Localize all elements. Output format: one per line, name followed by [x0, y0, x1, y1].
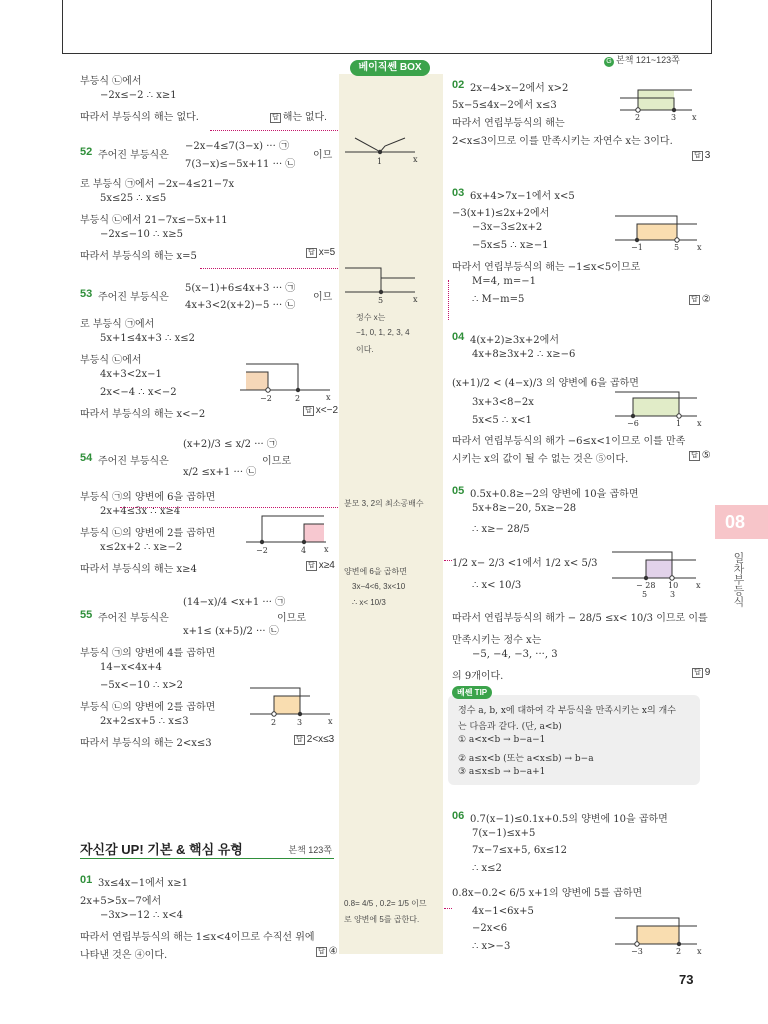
solution-line: −3x>−12 ∴ x<4: [100, 910, 183, 921]
svg-text:5: 5: [674, 243, 680, 252]
solution-line: 0.7(x−1)≤0.1x+0.5의 양변에 10을 곱하면: [470, 814, 668, 825]
number-line-02: [620, 84, 700, 122]
solution-line: 따라서 연립부등식의 해는 1≤x<4이므로 수직선 위에: [80, 932, 315, 943]
svg-text:2: 2: [676, 947, 682, 956]
solution-line: 따라서 부등식의 해는 x≥4: [80, 564, 197, 575]
solution-line: −5x≤5 ∴ x≥−1: [472, 240, 549, 251]
problem-number: 06: [452, 810, 465, 822]
solution-line: 7x−7≤x+5, 6x≤12: [472, 845, 567, 856]
connector-line: [200, 268, 338, 269]
solution-line: 따라서 부등식의 해는 2<x≤3: [80, 738, 212, 749]
page-frame-right: [711, 0, 712, 53]
tip-line: ① a<x<b → b−a−1: [458, 735, 546, 745]
margin-note: 정수 x는: [356, 313, 386, 322]
solution-line: 4x+8≥3x+2 ∴ x≥−6: [472, 349, 576, 360]
margin-note: 3x−4<6, 3x<10: [352, 582, 406, 591]
solution-line: 5x−5≤4x−2에서 x≤3: [452, 100, 557, 111]
answer-mark-icon: 답: [318, 948, 325, 955]
answer-text: ④: [328, 946, 338, 957]
answer: [306, 247, 335, 258]
type-section-title: 자신감 UP! 기본 & 핵심 유형: [80, 842, 243, 857]
answer-text: ⑤: [701, 450, 711, 461]
tip-line: 는 다음과 같다. (단, a<b): [458, 722, 562, 732]
answer-text: ②: [701, 294, 711, 305]
svg-text:x: x: [692, 113, 697, 122]
solution-line: −2x≤−10 ∴ x≥5: [100, 229, 183, 240]
svg-text:2: 2: [635, 113, 641, 122]
margin-note: 양변에 6을 곱하면: [344, 567, 407, 576]
tip-line: ② a≤x<b (또는 a<x≤b) → b−a: [458, 754, 594, 764]
solution-line: 2x<−4 ∴ x<−2: [100, 387, 177, 398]
margin-note: 이다.: [356, 345, 374, 354]
solution-line: 따라서 연립부등식의 해는 −1≤x<5이므로: [452, 262, 641, 273]
answer: [689, 450, 711, 461]
solution-line: x≤2x+2 ∴ x≥−2: [100, 542, 183, 553]
solution-line: 따라서 연립부등식의 해가 −6≤x<1이므로 이를 만족: [452, 436, 686, 447]
answer-mark-icon: 답: [694, 669, 701, 676]
solution-line: 따라서 연립부등식의 해가 − 28/5 ≤x< 10/3 이므로 이를: [452, 613, 708, 624]
answer: [689, 294, 711, 305]
solution-line: 3x≤4x−1에서 x≥1: [98, 878, 189, 889]
svg-text:− 28: − 28: [636, 581, 656, 590]
type-section-bar: [80, 838, 334, 859]
solution-line: 2x+2≤x+5 ∴ x≤3: [100, 716, 189, 727]
answer-mark-icon: 답: [694, 152, 701, 159]
solution-line: 로 부등식 ㉠에서 −2x−4≤21−7x: [80, 179, 235, 190]
solution-line: 나타낸 것은 ④이다.: [80, 950, 168, 961]
number-line-03: [615, 212, 705, 250]
svg-text:2: 2: [271, 718, 277, 727]
answer-text: 2<x≤3: [306, 734, 335, 745]
solution-line: 2x+4≤3x ∴ x≥4: [100, 506, 181, 517]
answer: [294, 734, 334, 745]
number-line-51: [345, 120, 435, 170]
svg-text:−2: −2: [256, 546, 268, 555]
page-number: 73: [679, 972, 694, 987]
problem-number: 02: [452, 79, 465, 91]
solution-line: M=4, m=−1: [472, 276, 536, 287]
solution-line: 이므: [313, 150, 333, 161]
problem-number: 04: [452, 331, 465, 343]
margin-note: 로 양변에 5를 곱한다.: [344, 915, 420, 924]
solution-line: −5, −4, −3, ···, 3: [472, 649, 558, 660]
solution-line: 2x−4>x−2에서 x>2: [470, 83, 569, 94]
connector-line: [444, 560, 452, 561]
solution-line: x+1≤ (x+5)/2 ··· ㉡: [183, 626, 279, 637]
answer-mark-icon: 답: [272, 114, 279, 121]
number-line-53: [240, 360, 340, 405]
solution-line: 부등식 ㉠의 양변에 4를 곱하면: [80, 648, 216, 659]
solution-line: 5x+1≤4x+3 ∴ x≤2: [100, 333, 195, 344]
solution-line: 7(x−1)≤x+5: [472, 828, 536, 839]
svg-text:2: 2: [295, 394, 301, 403]
solution-line: −5x<−10 ∴ x>2: [100, 680, 183, 691]
solution-line: −3(x+1)≤2x+2에서: [452, 208, 550, 219]
solution-line: 부등식 ㉡에서 21−7x≤−5x+11: [80, 215, 228, 226]
answer-text: 해는 없다.: [282, 112, 327, 123]
answer: [692, 150, 710, 161]
solution-line: 7(3−x)≤−5x+11 ··· ㉡: [185, 159, 296, 170]
connector-line: [444, 908, 452, 909]
svg-text:−3: −3: [631, 947, 643, 956]
answer-mark-icon: 답: [305, 407, 312, 414]
solution-line: 주어진 부등식은: [98, 613, 169, 624]
answer-text: x<−2: [315, 405, 339, 416]
svg-text:3: 3: [670, 590, 676, 599]
section-tab[interactable]: 08: [715, 505, 768, 539]
answer: [306, 560, 335, 571]
solution-line: 주어진 부등식은: [98, 150, 169, 161]
tip-tag: 베쎈 TIP: [452, 686, 492, 699]
connector-line: [210, 130, 338, 131]
number-line-06: [615, 914, 705, 954]
answer-mark-icon: 답: [691, 452, 698, 459]
connector-line: [120, 507, 338, 508]
answer: [316, 946, 338, 957]
solution-line: 주어진 부등식은: [98, 456, 169, 467]
solution-line: 4x+3<2x−1: [100, 369, 162, 380]
solution-line: 시키는 x의 값이 될 수 없는 것은 ⑤이다.: [452, 454, 629, 465]
page-reference: G 본책 121~123쪽: [604, 53, 680, 67]
solution-line: 3x+3<8−2x: [472, 397, 534, 408]
svg-text:x: x: [696, 581, 701, 590]
svg-text:−1: −1: [631, 243, 643, 252]
answer: [303, 405, 338, 416]
svg-text:x: x: [697, 243, 702, 252]
svg-text:5: 5: [642, 590, 648, 599]
solution-line: 부등식 ㉡에서: [80, 355, 142, 366]
svg-text:4: 4: [301, 546, 307, 555]
basic-box-column: [339, 74, 443, 954]
svg-text:−2: −2: [260, 394, 272, 403]
problem-number: 03: [452, 187, 465, 199]
problem-number: 52: [80, 146, 93, 158]
problem-number: 54: [80, 452, 93, 464]
solution-line: ∴ x≤2: [472, 863, 502, 874]
solution-line: 이므로: [262, 456, 291, 467]
problem-number: 53: [80, 288, 93, 300]
solution-line: 4x−1<6x+5: [472, 906, 534, 917]
solution-line: 6x+4>7x−1에서 x<5: [470, 191, 575, 202]
solution-line: −3x−3≤2x+2: [472, 222, 543, 233]
solution-line: −2x≤−2 ∴ x≥1: [100, 90, 177, 101]
number-line-52: [345, 260, 435, 305]
solution-line: 따라서 연립부등식의 해는: [452, 118, 565, 129]
svg-text:x: x: [326, 393, 331, 402]
solution-line: 만족시키는 정수 x는: [452, 635, 542, 646]
solution-line: 5x≤25 ∴ x≤5: [100, 193, 167, 204]
svg-text:1: 1: [377, 157, 383, 166]
solution-line: 2x+5>5x−7에서: [80, 896, 162, 907]
solution-line: 로 부등식 ㉠에서: [80, 319, 155, 330]
svg-text:x: x: [697, 419, 702, 428]
margin-note: ∴ x< 10/3: [352, 598, 386, 607]
solution-line: ∴ x< 10/3: [472, 580, 522, 591]
svg-text:1: 1: [676, 419, 682, 428]
type-section-ref: 본책 123쪽: [288, 845, 332, 855]
svg-text:x: x: [413, 155, 418, 164]
number-line-04: [615, 388, 705, 426]
solution-line: 따라서 부등식의 해는 x=5: [80, 251, 197, 262]
number-line-55: [250, 684, 340, 729]
svg-text:−6: −6: [627, 419, 639, 428]
svg-text:x: x: [413, 295, 418, 304]
svg-text:x: x: [328, 717, 333, 726]
tip-line: 정수 a, b, x에 대하여 각 부등식을 만족시키는 x의 개수: [458, 706, 676, 716]
section-title: 일차부등식: [732, 552, 744, 607]
tip-line: ③ a≤x≤b → b−a+1: [458, 767, 546, 777]
answer-mark-icon: 답: [308, 562, 315, 569]
solution-line: 부등식 ㉠의 양변에 6을 곱하면: [80, 492, 216, 503]
svg-text:3: 3: [297, 718, 303, 727]
solution-line: 4x+3<2(x+2)−5 ··· ㉡: [185, 300, 296, 311]
solution-line: 2<x≤3이므로 이를 만족시키는 자연수 x는 3이다.: [452, 136, 673, 147]
answer: [270, 108, 327, 123]
answer-text: 9: [704, 667, 711, 678]
solution-line: 의 9개이다.: [452, 671, 504, 682]
svg-text:x: x: [697, 947, 702, 956]
solution-line: 이므로: [277, 613, 306, 624]
svg-text:10: 10: [668, 581, 679, 590]
page-frame-left: [62, 0, 63, 53]
solution-line: (x+2)/3 ≤ x/2 ··· ㉠: [183, 439, 277, 450]
solution-line: ∴ x≥− 28/5: [472, 524, 530, 535]
svg-text:3: 3: [671, 113, 677, 122]
number-line-05: [612, 546, 704, 598]
solution-line: 따라서 부등식의 해는 없다.: [80, 112, 199, 123]
svg-text:5: 5: [378, 296, 384, 305]
solution-line: 0.8x−0.2< 6/5 x+1의 양변에 5를 곱하면: [452, 888, 643, 899]
problem-number: 01: [80, 874, 93, 886]
solution-line: 부등식 ㉡의 양변에 2를 곱하면: [80, 528, 216, 539]
solution-line: 0.5x+0.8≥−2의 양변에 10을 곱하면: [470, 489, 639, 500]
solution-line: 주어진 부등식은: [98, 292, 169, 303]
solution-line: −2x−4≤7(3−x) ··· ㉠: [185, 141, 289, 152]
solution-line: 5x+8≥−20, 5x≥−28: [472, 503, 577, 514]
solution-line: 부등식 ㉡의 양변에 2를 곱하면: [80, 702, 216, 713]
solution-line: x/2 ≤x+1 ··· ㉡: [183, 467, 257, 478]
basic-box-tag: 베이직쎈 BOX: [350, 60, 430, 76]
number-line-54: [246, 512, 336, 557]
answer-text: x=5: [318, 247, 336, 258]
answer: [692, 667, 710, 678]
solution-line: (x+1)/2 < (4−x)/3 의 양변에 6을 곱하면: [452, 378, 639, 389]
margin-note: 0.8= 4/5 , 0.2= 1/5 이므: [344, 899, 427, 908]
problem-number: 55: [80, 609, 93, 621]
solution-line: ∴ x>−3: [472, 941, 511, 952]
answer-mark-icon: 답: [296, 736, 303, 743]
connector-line: [448, 280, 450, 320]
solution-line: 4(x+2)≥3x+2에서: [470, 335, 559, 346]
solution-line: 14−x<4x+4: [100, 662, 162, 673]
solution-line: 5x<5 ∴ x<1: [472, 415, 532, 426]
svg-text:x: x: [324, 545, 329, 554]
answer-text: 3: [704, 150, 711, 161]
solution-line: 따라서 부등식의 해는 x<−2: [80, 409, 206, 420]
book-icon: G: [604, 57, 614, 67]
solution-line: ∴ M−m=5: [472, 294, 525, 305]
answer-text: x≥4: [318, 560, 335, 571]
solution-line: 이므: [313, 292, 333, 303]
solution-line: (14−x)/4 <x+1 ··· ㉠: [183, 597, 286, 608]
answer-mark-icon: 답: [691, 296, 698, 303]
problem-number: 05: [452, 485, 465, 497]
solution-line: −2x<6: [472, 923, 508, 934]
margin-note: −1, 0, 1, 2, 3, 4: [356, 328, 410, 337]
solution-line: 1/2 x− 2/3 <1에서 1/2 x< 5/3: [452, 558, 598, 569]
solution-line: 5(x−1)+6≤4x+3 ··· ㉠: [185, 283, 296, 294]
margin-note: 분모 3, 2의 최소공배수: [344, 499, 424, 508]
solution-line: 부등식 ㉡에서: [80, 76, 142, 87]
answer-mark-icon: 답: [308, 249, 315, 256]
